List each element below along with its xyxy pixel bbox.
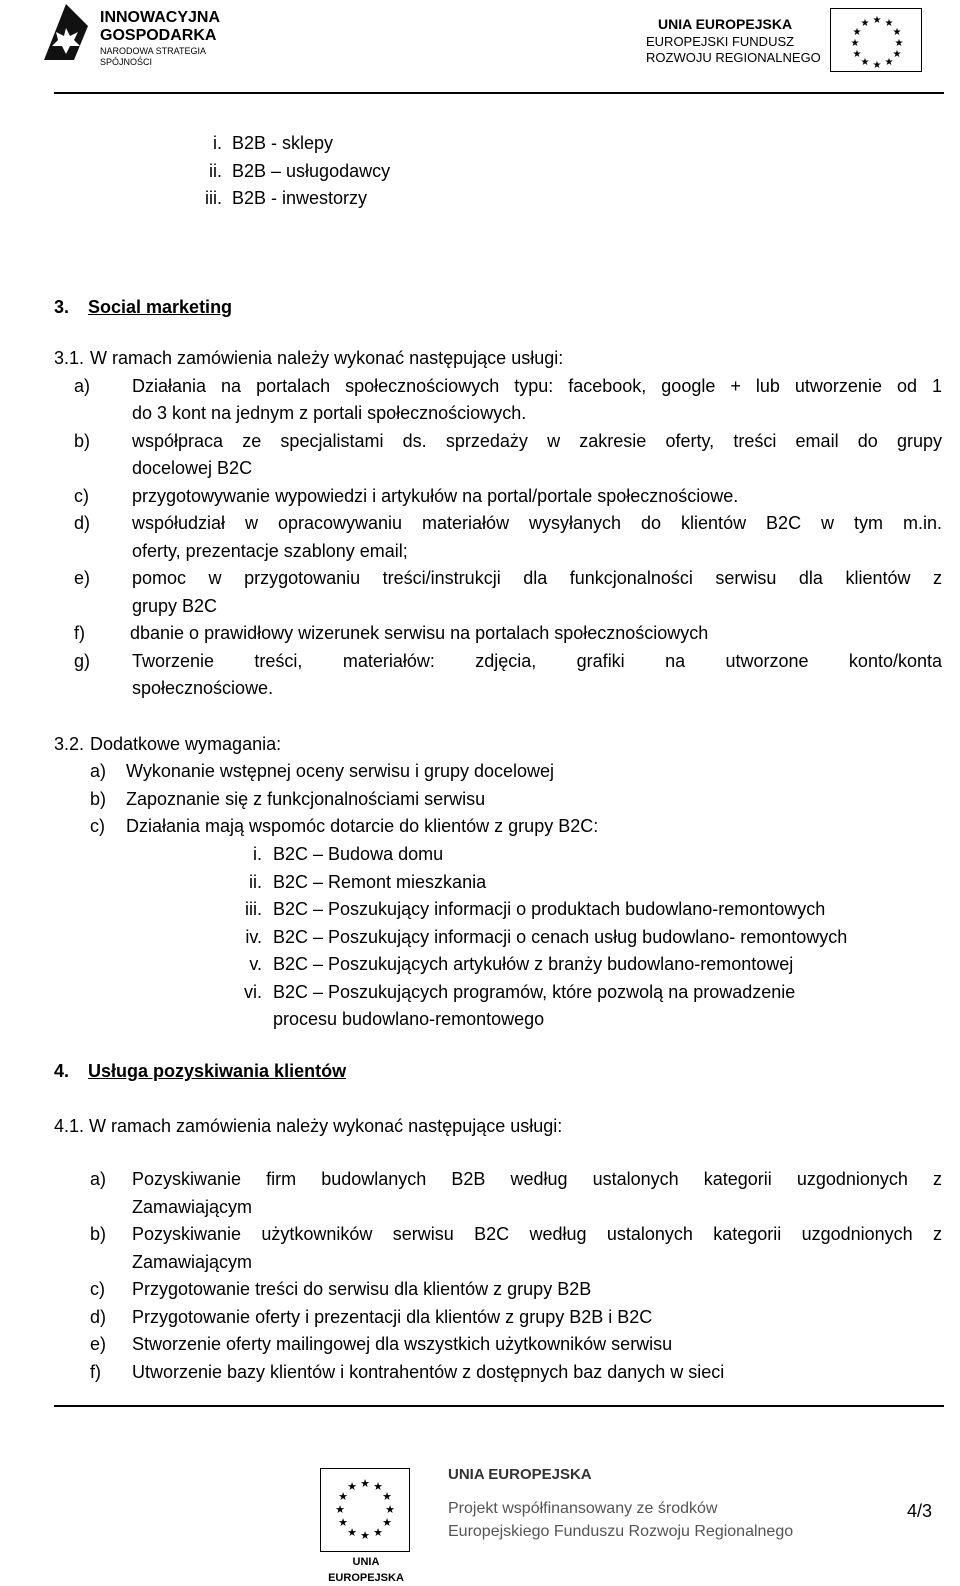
- item-letter: a): [90, 761, 107, 781]
- roman-numeral: i.: [213, 133, 222, 153]
- section-4-title: Usługa pozyskiwania klientów: [88, 1061, 347, 1081]
- item-letter: c): [74, 486, 89, 506]
- svg-text:★: ★: [385, 1503, 395, 1516]
- list-item-cont: grupy B2C: [132, 596, 218, 616]
- svg-text:★: ★: [884, 18, 894, 29]
- eu-flag-header: [830, 8, 922, 72]
- item-letter: a): [74, 376, 91, 396]
- eu-stars-icon: [831, 9, 923, 73]
- roman-numeral: iii.: [205, 188, 222, 208]
- svg-text:★: ★: [347, 1526, 357, 1539]
- svg-text:★: ★: [382, 1516, 392, 1529]
- list-item: B2B - sklepy: [232, 133, 334, 153]
- list-item: B2C – Poszukujący informacji o cenach usług budowlano- remontowych: [273, 927, 848, 947]
- list-item: Działania na portalach społecznościowych typu: facebook, google + lub utworzenie od 1: [132, 376, 942, 396]
- list-item: Przygotowanie oferty i prezentacji dla klientów z grupy B2B i B2C: [132, 1307, 653, 1327]
- list-item: Zapoznanie się z funkcjonalnościami serwisu: [126, 789, 486, 809]
- svg-text:★: ★: [373, 1526, 383, 1539]
- list-item-cont: oferty, prezentacje szablony email;: [132, 541, 408, 561]
- item-letter: c): [90, 816, 105, 836]
- list-item: B2C – Remont mieszkania: [273, 872, 487, 892]
- flag-caption: UNIA EUROPEJSKA: [328, 1556, 404, 1584]
- section-3-number: 3.: [54, 297, 70, 317]
- list-item: Przygotowanie treści do serwisu dla klientów z grupy B2B: [132, 1279, 592, 1299]
- svg-text:★: ★: [360, 1529, 370, 1542]
- footer-line2: Europejskiego Funduszu Rozwoju Regionalnego: [448, 1523, 794, 1540]
- svg-text:★: ★: [872, 15, 882, 26]
- list-item: przygotowywanie wypowiedzi i artykułów na portal/portale społecznościowe.: [132, 486, 739, 506]
- list-item-cont: docelowej B2C: [132, 458, 253, 478]
- svg-text:★: ★: [852, 49, 862, 60]
- item-letter: e): [74, 568, 91, 588]
- footer-rule: [54, 1405, 944, 1407]
- svg-text:★: ★: [894, 38, 904, 49]
- section-3-title: Social marketing: [88, 297, 233, 317]
- ig-logo-mark: [40, 2, 92, 62]
- item-letter: f): [90, 1362, 101, 1382]
- list-item: pomoc w przygotowaniu treści/instrukcji dla funkcjonalności serwisu dla klientów z: [132, 568, 942, 588]
- item-letter: b): [90, 1224, 107, 1244]
- list-item: Tworzenie treści, materiałów: zdjęcia, grafiki na utworzone konto/konta: [132, 651, 942, 671]
- efrr-line1: UNIA EUROPEJSKA: [658, 16, 793, 32]
- svg-text:★: ★: [373, 1480, 383, 1493]
- svg-text:★: ★: [338, 1516, 348, 1529]
- subsection-3-1-number: 3.1.: [54, 348, 85, 368]
- list-item: B2C – Poszukujący informacji o produktach budowlano-remontowych: [273, 899, 826, 919]
- roman-numeral: iii.: [245, 899, 262, 919]
- header-rule: [54, 92, 944, 94]
- roman-numeral: v.: [249, 954, 262, 974]
- list-item-cont: do 3 kont na jednym z portali społecznościowych.: [132, 403, 527, 423]
- list-item: współudział w opracowywaniu materiałów wysyłanych do klientów B2C w tym m.in.: [132, 513, 942, 533]
- list-item: B2B - inwestorzy: [232, 188, 368, 208]
- roman-numeral: i.: [253, 844, 262, 864]
- list-item: dbanie o prawidłowy wizerunek serwisu na portalach społecznościowych: [130, 623, 709, 643]
- list-item: B2B – usługodawcy: [232, 161, 391, 181]
- roman-numeral: ii.: [249, 872, 262, 892]
- efrr-line2: EUROPEJSKI FUNDUSZ: [646, 34, 795, 49]
- item-letter: c): [90, 1279, 105, 1299]
- section-4-number: 4.: [54, 1061, 70, 1081]
- svg-text:★: ★: [850, 38, 860, 49]
- svg-text:★: ★: [884, 57, 894, 68]
- list-item: Stworzenie oferty mailingowej dla wszystkich użytkowników serwisu: [132, 1334, 673, 1354]
- list-item-cont: Zamawiającym: [132, 1252, 253, 1272]
- ig-line1: INNOWACYJNA: [100, 9, 221, 26]
- svg-text:★: ★: [335, 1503, 345, 1516]
- item-letter: e): [90, 1334, 107, 1354]
- list-item: współpraca ze specjalistami ds. sprzedaży w zakresie oferty, treści email do grupy: [132, 431, 942, 451]
- item-letter: a): [90, 1169, 107, 1189]
- page-number: 4/3: [907, 1501, 933, 1521]
- subsection-3-1-text: W ramach zamówienia należy wykonać następujące usługi:: [90, 348, 564, 368]
- flag-box: [320, 1468, 410, 1552]
- footer-eu-title: UNIA EUROPEJSKA: [448, 1466, 592, 1483]
- ig-line2: GOSPODARKA: [100, 27, 217, 44]
- list-item: B2C – Poszukujących artykułów z branży budowlano-remontowej: [273, 954, 794, 974]
- item-letter: b): [74, 431, 91, 451]
- roman-numeral: iv.: [245, 927, 262, 947]
- list-item: Pozyskiwanie użytkowników serwisu B2C według ustalonych kategorii uzgodnionych z: [132, 1224, 942, 1244]
- svg-text:★: ★: [860, 57, 870, 68]
- efrr-line3: ROZWOJU REGIONALNEGO: [646, 50, 821, 65]
- roman-numeral: ii.: [209, 161, 222, 181]
- subsection-3-2-text: Dodatkowe wymagania:: [90, 734, 282, 754]
- svg-text:★: ★: [892, 27, 902, 38]
- eu-flag-footer: [316, 1468, 416, 1584]
- svg-text:★: ★: [872, 60, 882, 71]
- eu-stars-icon: [321, 1469, 409, 1551]
- item-letter: d): [90, 1307, 107, 1327]
- list-item: Wykonanie wstępnej oceny serwisu i grupy docelowej: [126, 761, 555, 781]
- roman-numeral: vi.: [244, 982, 262, 1002]
- svg-text:★: ★: [852, 27, 862, 38]
- footer-line1: Projekt współfinansowany ze środków: [448, 1500, 718, 1517]
- svg-text:★: ★: [382, 1490, 392, 1503]
- svg-text:★: ★: [347, 1480, 357, 1493]
- list-item-cont: procesu budowlano-remontowego: [273, 1009, 545, 1029]
- list-item: Działania mają wspomóc dotarcie do klientów z grupy B2C:: [126, 816, 599, 836]
- innowacyjna-gospodarka-logo: [40, 0, 260, 67]
- subsection-4-1-text: 4.1. W ramach zamówienia należy wykonać następujące usługi:: [54, 1116, 563, 1136]
- svg-text:★: ★: [338, 1490, 348, 1503]
- subsection-3-2-number: 3.2.: [54, 734, 85, 754]
- list-item: Pozyskiwanie firm budowlanych B2B według ustalonych kategorii uzgodnionych z: [132, 1169, 942, 1189]
- eu-efrr-logo: [640, 8, 940, 72]
- item-letter: b): [90, 789, 107, 809]
- item-letter: d): [74, 513, 91, 533]
- svg-text:★: ★: [860, 18, 870, 29]
- list-item-cont: Zamawiającym: [132, 1197, 253, 1217]
- list-item: Utworzenie bazy klientów i kontrahentów z dostępnych baz danych w sieci: [132, 1362, 725, 1382]
- svg-text:★: ★: [360, 1477, 370, 1490]
- item-letter: g): [74, 651, 91, 671]
- item-letter: f): [74, 623, 85, 643]
- svg-text:★: ★: [892, 49, 902, 60]
- ig-line3: NARODOWA STRATEGIA SPÓJNOŚCI: [100, 46, 206, 67]
- list-item: B2C – Budowa domu: [273, 844, 444, 864]
- list-item-cont: społecznościowe.: [132, 678, 274, 698]
- list-item: B2C – Poszukujących programów, które pozwolą na prowadzenie: [273, 982, 796, 1002]
